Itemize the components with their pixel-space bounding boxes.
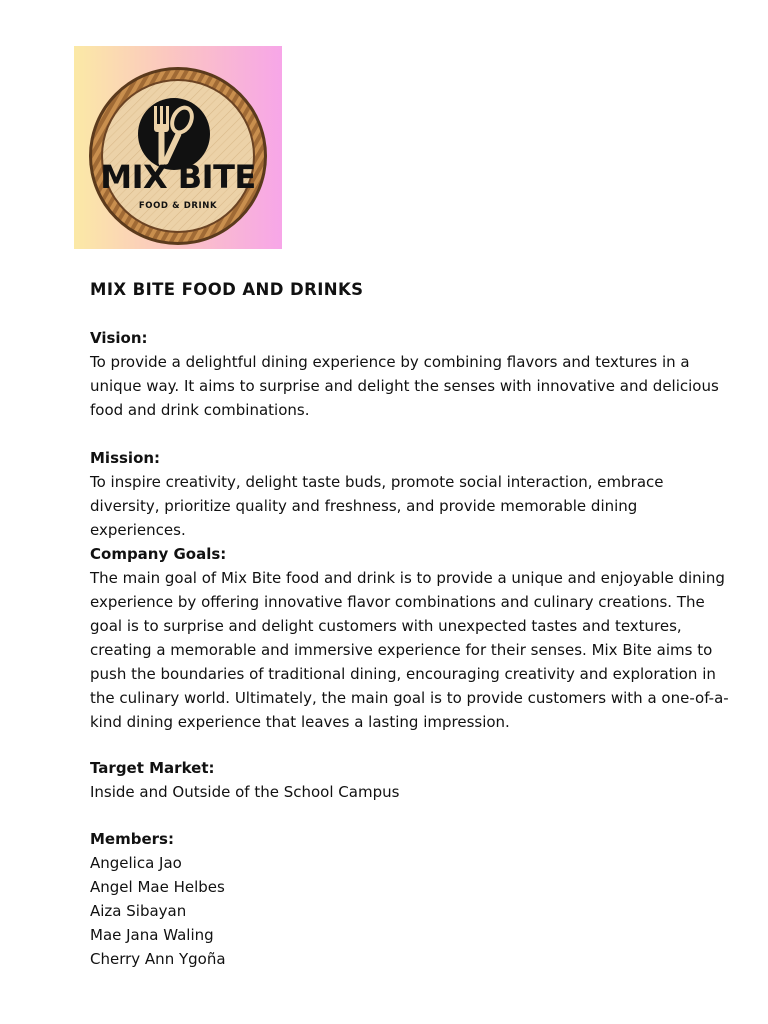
logo-brand-text: MIX BITE bbox=[100, 158, 256, 196]
mission-text: To inspire creativity, delight taste buds, promote social interaction, embrace diversity, prioritize quality and freshness, and provide memorable dining experiences. bbox=[90, 473, 664, 539]
members-heading: Members: bbox=[90, 830, 174, 848]
mix-bite-logo bbox=[74, 46, 282, 249]
member-name: Angel Mae Helbes bbox=[90, 878, 225, 896]
goals-heading: Company Goals: bbox=[90, 545, 227, 563]
target-market-text: Inside and Outside of the School Campus bbox=[90, 783, 400, 801]
goals-section bbox=[90, 542, 730, 734]
member-name: Mae Jana Waling bbox=[90, 926, 214, 944]
member-name: Cherry Ann Ygoña bbox=[90, 950, 226, 968]
member-name: Aiza Sibayan bbox=[90, 902, 187, 920]
goals-text: The main goal of Mix Bite food and drink is to provide a unique and enjoyable dining experience by offering innovative flavor combinations and culinary creations. The goal is to surprise and delight customers with unexpected tastes and textures, creating a memorable and immersive experience for their senses. Mix Bite aims to push the boundaries of traditional dining, encouraging creativity and exploration in the culinary world. Ultimately, the main goal is to provide customers with a one-of-a-kind dining experience that leaves a lasting impression. bbox=[90, 569, 729, 731]
vision-heading: Vision: bbox=[90, 329, 148, 347]
mission-heading: Mission: bbox=[90, 449, 161, 467]
target-market-heading: Target Market: bbox=[90, 759, 215, 777]
logo-tagline-text: FOOD & DRINK bbox=[138, 201, 218, 211]
vision-section bbox=[90, 326, 730, 422]
members-section bbox=[90, 827, 730, 971]
mission-section bbox=[90, 446, 730, 542]
target-market-section bbox=[90, 756, 730, 804]
vision-text: To provide a delightful dining experience by combining flavors and textures in a unique way. It aims to surprise and delight the senses with innovative and delicious food and drink combinations. bbox=[90, 353, 719, 419]
members-list bbox=[90, 851, 730, 971]
logo-graphic bbox=[74, 46, 282, 249]
member-name: Angelica Jao bbox=[90, 854, 182, 872]
document-title: MIX BITE FOOD AND DRINKS bbox=[90, 280, 364, 299]
